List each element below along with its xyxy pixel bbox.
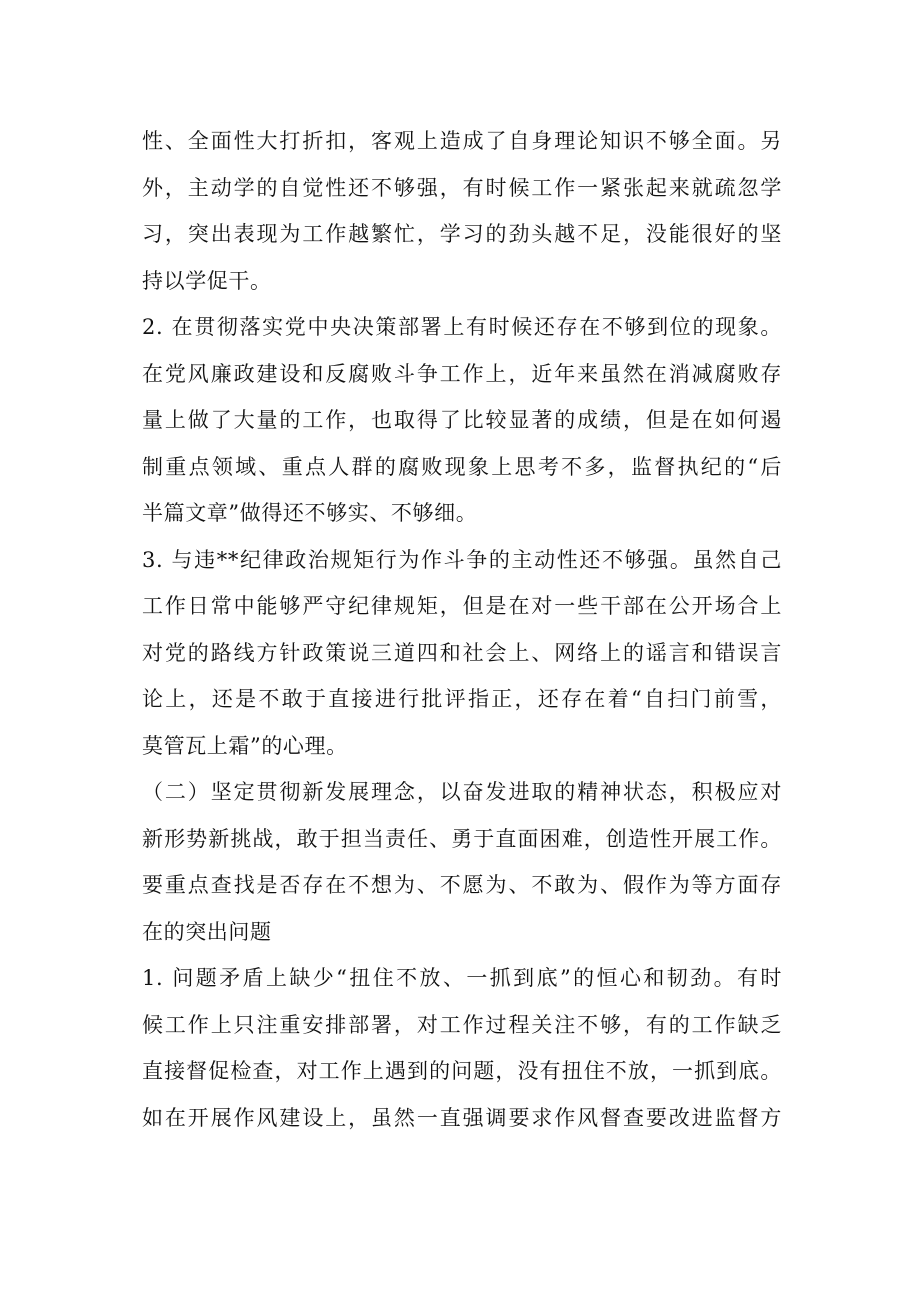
document-body <box>142 118 782 1141</box>
text-line: 直接督促检查，对工作上遇到的问题，没有扭住不放，一抓到底。 <box>142 1059 782 1083</box>
text-line: 在的突出问题 <box>142 919 272 944</box>
text-line: 论上，还是不敢于直接进行批评指正，还存在着“自扫门前雪， <box>142 687 782 711</box>
text-line: 工作日常中能够严守纪律规矩，但是在对一些干部在公开场合上 <box>142 594 782 618</box>
text-line: 习，突出表现为工作越繁忙，学习的劲头越不足，没能很好的坚 <box>142 222 782 246</box>
text-line: 3. 与违**纪律政治规矩行为作斗争的主动性还不够强。虽然自己 <box>142 547 782 572</box>
text-line: 持以学促干。 <box>142 268 272 293</box>
text-line: 半篇文章”做得还不够实、不够细。 <box>142 501 478 525</box>
text-line: 对党的路线方针政策说三道四和社会上、网络上的谣言和错误言 <box>142 640 782 665</box>
text-line: 性、全面性大打折扣，客观上造成了自身理论知识不够全面。另 <box>142 129 782 153</box>
text-line: 候工作上只注重安排部署，对工作过程关注不够，有的工作缺乏 <box>142 1012 782 1037</box>
text-line: 在党风廉政建设和反腐败斗争工作上，近年来虽然在消减腐败存 <box>142 361 782 386</box>
text-line: （二）坚定贯彻新发展理念，以奋发进取的精神状态，积极应对 <box>142 780 782 804</box>
text-line: 外，主动学的自觉性还不够强，有时候工作一紧张起来就疏忽学 <box>142 175 782 200</box>
text-line: 新形势新挑战，敢于担当责任、勇于直面困难，创造性开展工作。 <box>142 826 782 851</box>
text-line: 要重点查找是否存在不想为、不愿为、不敢为、假作为等方面存 <box>142 873 782 897</box>
text-line: 如在开展作风建设上，虽然一直强调要求作风督查要改进监督方 <box>142 1105 782 1130</box>
text-line: 制重点领域、重点人群的腐败现象上思考不多，监督执纪的“后 <box>142 454 782 479</box>
text-line: 莫管瓦上霜”的心理。 <box>142 733 348 758</box>
text-line: 2. 在贯彻落实党中央决策部署上有时候还存在不够到位的现象。 <box>142 315 782 339</box>
text-line: 1. 问题矛盾上缺少“扭住不放、一抓到底”的恒心和韧劲。有时 <box>142 966 782 990</box>
text-line: 量上做了大量的工作，也取得了比较显著的成绩，但是在如何遏 <box>142 408 782 432</box>
